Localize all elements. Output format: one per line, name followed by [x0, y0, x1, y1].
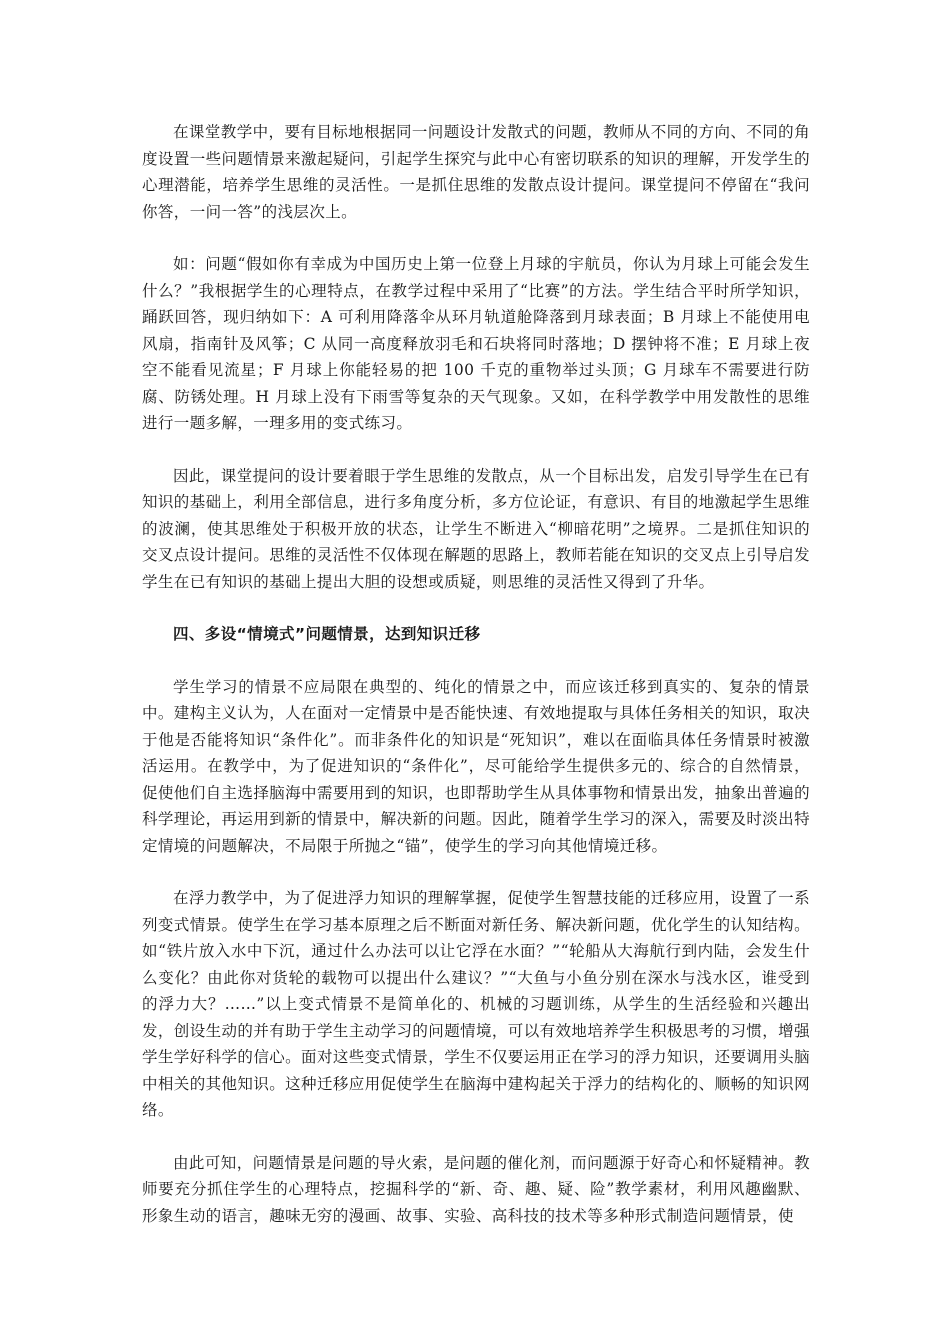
paragraph-knowledge-transfer: 学生学习的情景不应局限在典型的、纯化的情景之中，而应该迁移到真实的、复杂的情景中。建构主义认为，人在面对一定情景中是否能快速、有效地提取与具体任务相关的知识，取决于他是否能将知识“条件化”。而非条件化的知识是“死知识”，难以在面临具体任务情景时被激活运用。在教学中，为了促进知识的“条件化”，尽可能给学生提供多元的、综合的自然情景，促使他们自主选择脑海中需要用到的知识，也即帮助学生从具体事物和情景出发，抽象出普遍的科学理论，再运用到新的情景中，解决新的问题。因此，随着学生学习的深入，需要及时淡出特定情境的问题解决，不局限于所抛之“锚”，使学生的学习向其他情境迁移。 — [142, 677, 810, 855]
paragraph-thinking-divergence: 因此，课堂提问的设计要着眼于学生思维的发散点，从一个目标出发，启发引导学生在已有知识的基础上，利用全部信息，进行多角度分析，多方位论证，有意识、有目的地激起学生思维的波澜，使其思维处于积极开放的状态，让学生不断进入“柳暗花明”之境界。二是抓住知识的交叉点设计提问。思维的灵活性不仅体现在解题的思路上，教师若能在知识的交叉点上引导启发学生在已有知识的基础上提出大胆的设想或质疑，则思维的灵活性又得到了升华。 — [142, 466, 810, 591]
section-heading-four: 四、多设“情境式”问题情景，达到知识迁移 — [173, 625, 481, 643]
paragraph-moon-example: 如：问题“假如你有幸成为中国历史上第一位登上月球的宇航员，你认为月球上可能会发生什么？”我根据学生的心理特点，在教学过程中采用了“比赛”的方法。学生结合平时所学知识，踊跃回答，现归纳如下：A 可利用降落伞从环月轨道舱降落到月球表面；B 月球上不能使用电风扇，指南针及风筝；C 从同一高度释放羽毛和石块将同时落地；D 摆钟将不准；E 月球上夜空不能看见流星；F 月球上你能轻易的把 100 千克的重物举过头顶；G 月球车不需要进行防腐、防锈处理。H 月球上没有下雨雪等复杂的天气现象。又如，在科学教学中用发散性的思维进行一题多解，一理多用的变式练习。 — [142, 255, 810, 432]
paragraph-divergent-questions: 在课堂教学中，要有目标地根据同一问题设计发散式的问题，教师从不同的方向、不同的角度设置一些问题情景来激起疑问，引起学生探究与此中心有密切联系的知识的理解，开发学生的心理潜能，培养学生思维的灵活性。一是抓住思维的发散点设计提问。课堂提问不停留在“我问你答，一问一答”的浅层次上。 — [142, 123, 810, 221]
document-body — [142, 119, 810, 1255]
paragraph-problem-scenario: 由此可知，问题情景是问题的导火索，是问题的催化剂，而问题源于好奇心和怀疑精神。教师要充分抓住学生的心理特点，挖掘科学的“新、奇、趣、疑、险”教学素材，利用风趣幽默、形象生动的语言，趣味无穷的漫画、故事、实验、高科技的技术等多种形式制造问题情景，使 — [142, 1153, 810, 1225]
paragraph-buoyancy-teaching: 在浮力教学中，为了促进浮力知识的理解掌握，促使学生智慧技能的迁移应用，设置了一系列变式情景。使学生在学习基本原理之后不断面对新任务、解决新问题，优化学生的认知结构。如“铁片放入水中下沉，通过什么办法可以让它浮在水面？”“轮船从大海航行到内陆，会发生什么变化？由此你对货轮的载物可以提出什么建议？”“大鱼与小鱼分别在深水与浅水区，谁受到的浮力大？……”以上变式情景不是简单化的、机械的习题训练，从学生的生活经验和兴趣出发，创设生动的并有助于学生主动学习的问题情境，可以有效地培养学生积极思考的习惯，增强学生学好科学的信心。面对这些变式情景，学生不仅要运用正在学习的浮力知识，还要调用头脑中相关的其他知识。这种迁移应用促使学生在脑海中建构起关于浮力的结构化的、顺畅的知识网络。 — [142, 889, 810, 1119]
